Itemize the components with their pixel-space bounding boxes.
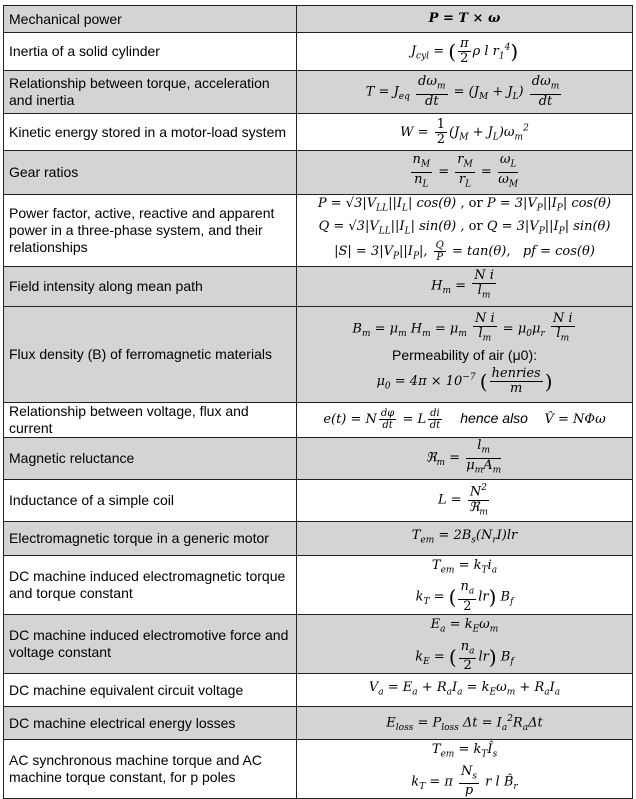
formula: $T_{em} = 2B_s(N_rI)lr$ bbox=[297, 521, 633, 555]
row-field-intensity bbox=[4, 266, 633, 306]
row-coil-inductance bbox=[4, 479, 633, 521]
formula: e(t) = N $\frac{d\varphi}{dt}$ = L $\frac{di}{dt}$ hence also V̂ = NΦω bbox=[297, 402, 633, 437]
formula: $\frac{n_M}{n_L}$ = $\frac{r_M}{r_L}$ = $\frac{\omega_L}{\omega_M}$ bbox=[297, 151, 633, 195]
row-dc-torque bbox=[4, 555, 633, 614]
row-label: AC synchronous machine torque and AC machine torque constant, for p poles bbox=[4, 740, 297, 799]
row-flux-density bbox=[4, 306, 633, 402]
row-dc-circuit-voltage bbox=[4, 674, 633, 707]
formula: $V_a = E_a + R_aI_a = k_E\omega_m + R_aI_a$ bbox=[297, 674, 633, 707]
row-kinetic-energy bbox=[4, 114, 633, 151]
row-magnetic-reluctance bbox=[4, 437, 633, 479]
row-label: Inertia of a solid cylinder bbox=[4, 33, 297, 71]
row-power-factor bbox=[4, 195, 633, 267]
row-label: Kinetic energy stored in a motor-load system bbox=[4, 114, 297, 151]
row-ac-torque bbox=[4, 740, 633, 799]
row-torque-acceleration bbox=[4, 71, 633, 114]
row-label: DC machine induced electromotive force and voltage constant bbox=[4, 614, 297, 673]
row-label: Magnetic reluctance bbox=[4, 437, 297, 479]
row-label: Relationship between torque, acceleration and inertia bbox=[4, 71, 297, 114]
row-label: DC machine induced electromagnetic torque and torque constant bbox=[4, 555, 297, 614]
row-label: DC machine electrical energy losses bbox=[4, 707, 297, 740]
formula: $J_{cyl}$ = ( $\frac{\pi}{2}$ ρ l $r_1^4$) bbox=[297, 33, 633, 71]
row-label: Power factor, active, reactive and apparent power in a three-phase system, and their relationships bbox=[4, 195, 297, 267]
formula: W = $\frac{1}{2}$ $(J_M + J_L)\omega_m^2$ bbox=[297, 114, 633, 151]
row-em-torque bbox=[4, 521, 633, 555]
or-word: or bbox=[468, 218, 483, 234]
or-word: or bbox=[468, 196, 483, 211]
row-label: Flux density (B) of ferromagnetic materials bbox=[4, 306, 297, 402]
row-dc-emf bbox=[4, 614, 633, 673]
formula: L = $\frac{N^2}{ℜ_m}$ bbox=[297, 479, 633, 521]
formula: $H_m$ = $\frac{\text{N i}}{l_m}$ bbox=[297, 266, 633, 306]
formula: $E_{loss} = P_{loss}$ $\Delta t = I_a^2R_a\Delta t$ bbox=[297, 707, 633, 740]
row-label: Relationship between voltage, flux and current bbox=[4, 402, 297, 437]
hence-also-text: hence also bbox=[460, 410, 528, 427]
row-label: Field intensity along mean path bbox=[4, 266, 297, 306]
formula: $E_a = k_E\omega_m$ $k_E$ = ( $\frac{n_a}{2}$ lr) $B_f$ bbox=[297, 614, 633, 673]
row-label: Electromagnetic torque in a generic motor bbox=[4, 521, 297, 555]
formula: $T = J_{eq}$ $\frac{d\omega_m}{dt}$ = $(J_M + J_L)$ $\frac{d\omega_m}{dt}$ bbox=[297, 71, 633, 114]
formula: ℜ$_m$ = $\frac{l_m}{\mu_mA_m}$ bbox=[297, 437, 633, 479]
row-gear-ratios bbox=[4, 151, 633, 195]
row-dc-energy-losses bbox=[4, 707, 633, 740]
row-inertia-cylinder bbox=[4, 33, 633, 71]
row-label: Gear ratios bbox=[4, 151, 297, 195]
formula: $T_{em} = k_Ti_a$ $k_T$ = ( $\frac{n_a}{2}$ lr) $B_f$ bbox=[297, 555, 633, 614]
formula: P = T × ω bbox=[297, 6, 633, 33]
row-mechanical-power bbox=[4, 6, 633, 33]
row-label: Mechanical power bbox=[4, 6, 297, 33]
formula: $B_m = \mu_m$ $H_m = \mu_m$ $\frac{\text{N i}}{l_m}$ = $\mu_0\mu_r$ $\frac{\text{N i}}{l_m}$ Permeability of air (μ0): $\mu_0 = 4\pi \times 10^{-7}$ ( $\frac{\text{henries}}{m}$ ) bbox=[297, 306, 633, 402]
row-label: Inductance of a simple coil bbox=[4, 479, 297, 521]
row-voltage-flux-current bbox=[4, 402, 633, 437]
row-label: DC machine equivalent circuit voltage bbox=[4, 674, 297, 707]
formula: $P = √3|V_{LL}||I_L|$ cos(θ) , or $P = 3|V_P||I_P|$ cos(θ) $Q = √3|V_{LL}||I_L|$ sin(θ) , or $Q = 3|V_P||I_P|$ sin(θ) $|S| = 3|V_P||I_P|$, $\frac{Q}{P}$ = tan(θ), pf = cos(θ) bbox=[297, 195, 633, 267]
formula-table bbox=[3, 5, 633, 799]
permeability-caption: Permeability of air (μ0): bbox=[392, 347, 537, 364]
formula: $T_{em}$ = $k_TÎ_s$ $k_T = \pi$ $\frac{N_s}{p}$ r l $B̂_r$ bbox=[297, 740, 633, 799]
